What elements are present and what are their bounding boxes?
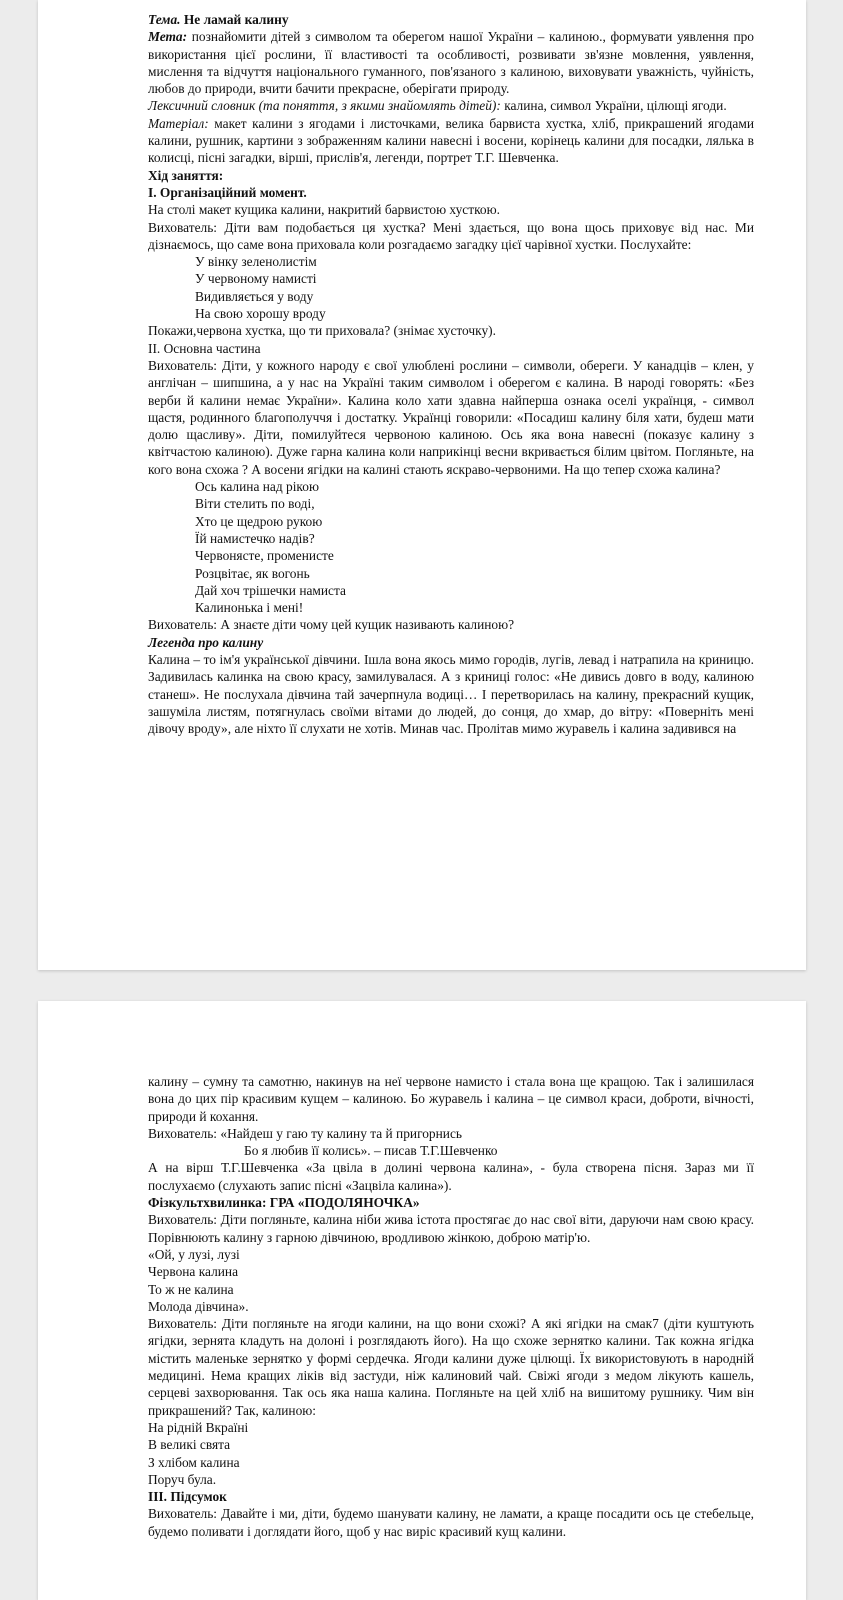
legend-continuation: калину – сумну та самотню, накинув на неї червоне намисто і стала вона ще кращою. Так і залишилася вона до цих пір красивим кущем – калиною. Бо журавель і калина – це символ краси, доброти, вічності, природи й кохання. [148, 1074, 754, 1124]
table-paragraph: На столі макет кущика калини, накритий барвистою хусткою. [148, 202, 500, 218]
legend-paragraph: Калина – то ім'я української дівчини. Ішла вона якось мимо городів, лугів, левад і натрапила на криницю. Задивилась калинка на свою красу, замилувалася. А з криниці голос: «Не дивись довго в воду, калиною станеш». Не послухала дівчина тай зачерпнула водиці… І перетворилась на калину, прекрасний кущик, зашуміла листям, потягнулась своїми вітами до людей, до сонця, до хмар, до вітру: «Поверніть мені дівочу вроду», але ніхто її слухати не хотів. Минав час. Пролітав мимо журавель і калина задивився на [148, 651, 754, 737]
section-2-heading: II. Основна частина [148, 340, 261, 356]
poem-line: Червонясте, променисте [195, 548, 334, 564]
verse-line: На рідній Вкраїні [148, 1419, 249, 1435]
verse-line: Червона калина [148, 1264, 239, 1280]
poem-line: Калинонька і мені! [195, 600, 304, 616]
quote-line-1: Вихователь: «Найдеш у гаю ту калину та й пригорнись [148, 1125, 463, 1141]
show-paragraph: Покажи,червона хустка, що ти приховала? (знімає хусточку). [148, 323, 496, 339]
goal-paragraph: Мета: познайомити дітей з символом та оберегом нашої України – калиною., формувати уявлення про використання цієї рослини, її властивості та особливості, розвивати зв'язне мовлення, уявлення, мислення та відчуття національного гуманного, пов'язаного з калиною, виховувати уважність, чуйність, любов до природи, вчити бачити прекрасне, оберігати природу. [148, 29, 754, 97]
summary-heading: III. Підсумок [148, 1489, 227, 1505]
poem-line: Їй намистечко надів? [195, 530, 315, 546]
berries-paragraph: Вихователь: Діти погляньте на ягоди калини, на що вони схожі? А які ягідки на смак7 (діти куштують ягідки, зернята кладуть на долоні і розглядають його). На що схоже зернятко калини. Так кожна ягідка містить маленьке зернятко у формі сердечка. Ягоди калини дуже цілющі. Їх використовують в народній медицині. Нема кращих ліків від застуди, ніж калиновий чай. Свіжі ягоди з медом лікують кашель, серцеві захворювання. Так ось яка наша калина. Погляньте на цей хліб на вишитому рушнику. Чим він прикрашений? Так, калиною: [148, 1316, 754, 1418]
game-heading: Фізкультхвилинка: ГРА «ПОДОЛЯНОЧКА» [148, 1195, 420, 1211]
verse-line: З хлібом калина [148, 1454, 240, 1470]
verse-line: В великі свята [148, 1437, 231, 1453]
document-page-2 [38, 1001, 806, 1600]
educator-paragraph-2: Вихователь: Діти, у кожного народу є свої улюблені рослини – символи, обереги. У канадців – клен, у англічан – шипшина, а у нас на Україні таким символом і оберегом є калина. В народі говорять: «Без верби й калини немає України». Калина коло хати здавна найперша ознака оселі українця, - символ щастя, родинного благополуччя і достатку. Українці говорили: «Посадиш калину біля хати, будеш мати долю щасливу». Діти, помилуйтеся червоною калиною. Ось яка вона навесні (показує калину з квітчастою калиною). Дуже гарна калина коли наприкінці весни вкривається білим цвітом. Погляньте, на кого вона схожа ? А восени ягідки на калині стають яскраво-червоними. На що тепер схожа калина? [148, 357, 754, 477]
question-paragraph: Вихователь: А знаєте діти чому цей кущик називають калиною? [148, 617, 515, 633]
verse-line: То ж не калина [148, 1281, 234, 1297]
document-page-1 [38, 0, 806, 970]
course-heading: Хід заняття: [148, 167, 224, 183]
verse-line: Молода дівчина». [148, 1298, 249, 1314]
legend-heading: Легенда про калину [148, 634, 264, 650]
verse-line: «Ой, у лузі, лузі [148, 1246, 240, 1262]
summary-paragraph: Вихователь: Давайте і ми, діти, будемо шанувати калину, не ламати, а краще посадити ось це стебельце, будемо поливати і доглядати його, щоб у нас виріс красивий кущ калини. [148, 1506, 754, 1539]
topic-line: Тема. Не ламай калину [148, 12, 289, 27]
poem-line: Розцвітає, як вогонь [195, 565, 310, 581]
page-2-text [148, 1073, 754, 1540]
riddle-line: У червоному намисті [195, 271, 317, 287]
riddle-line: Видивляється у воду [195, 288, 314, 304]
riddle-line: У вінку зеленолистім [195, 254, 317, 270]
quote-line-2: Бо я любив її колись». – писав Т.Г.Шевченко [244, 1143, 498, 1159]
material-paragraph: Матеріал: макет калини з ягодами і листочками, велика барвиста хустка, хліб, прикрашений ягодами калини, рушник, картини з зображенням калини навесні і восени, корінець калини для посадки, лялька в колисці, пісні загадки, вірші, прислів'я, легенди, портрет Т.Г. Шевченка. [148, 115, 754, 166]
vocabulary-paragraph: Лексичний словник (та поняття, з якими знайомлять дітей): калина, символ України, цілющі ягоди. [148, 98, 727, 114]
poem-line: Хто це щедрою рукою [195, 513, 323, 529]
riddle-line: На свою хорошу вроду [195, 306, 326, 322]
poem-line: Ось калина над рікою [195, 479, 319, 495]
verse-line: Поруч була. [148, 1471, 217, 1487]
song-paragraph: А на вірш Т.Г.Шевченка «За цвіла в долині червона калина», - була створена пісня. Зараз ми її послухаємо (слухають запис пісні «Зацвіла калина»). [148, 1160, 754, 1193]
poem-line: Дай хоч трішечки намиста [195, 582, 346, 598]
section-1-heading: I. Організаційний момент. [148, 184, 307, 200]
educator-paragraph-3: Вихователь: Діти погляньте, калина ніби жива істота простягає до нас свої віти, даруючи нам свою красу. Порівнюють калину з гарною дівчиною, вродливою жінкою, доброю матір'ю. [148, 1212, 754, 1245]
poem-line: Віти стелить по воді, [195, 496, 315, 512]
page-1-text [148, 11, 754, 737]
educator-paragraph-1: Вихователь: Діти вам подобається ця хустка? Мені здається, що вона щось приховує від нас. Ми дізнаємось, що саме вона приховала коли розгадаємо загадку цієї чарівної хустки. Послухайте: [148, 219, 754, 252]
